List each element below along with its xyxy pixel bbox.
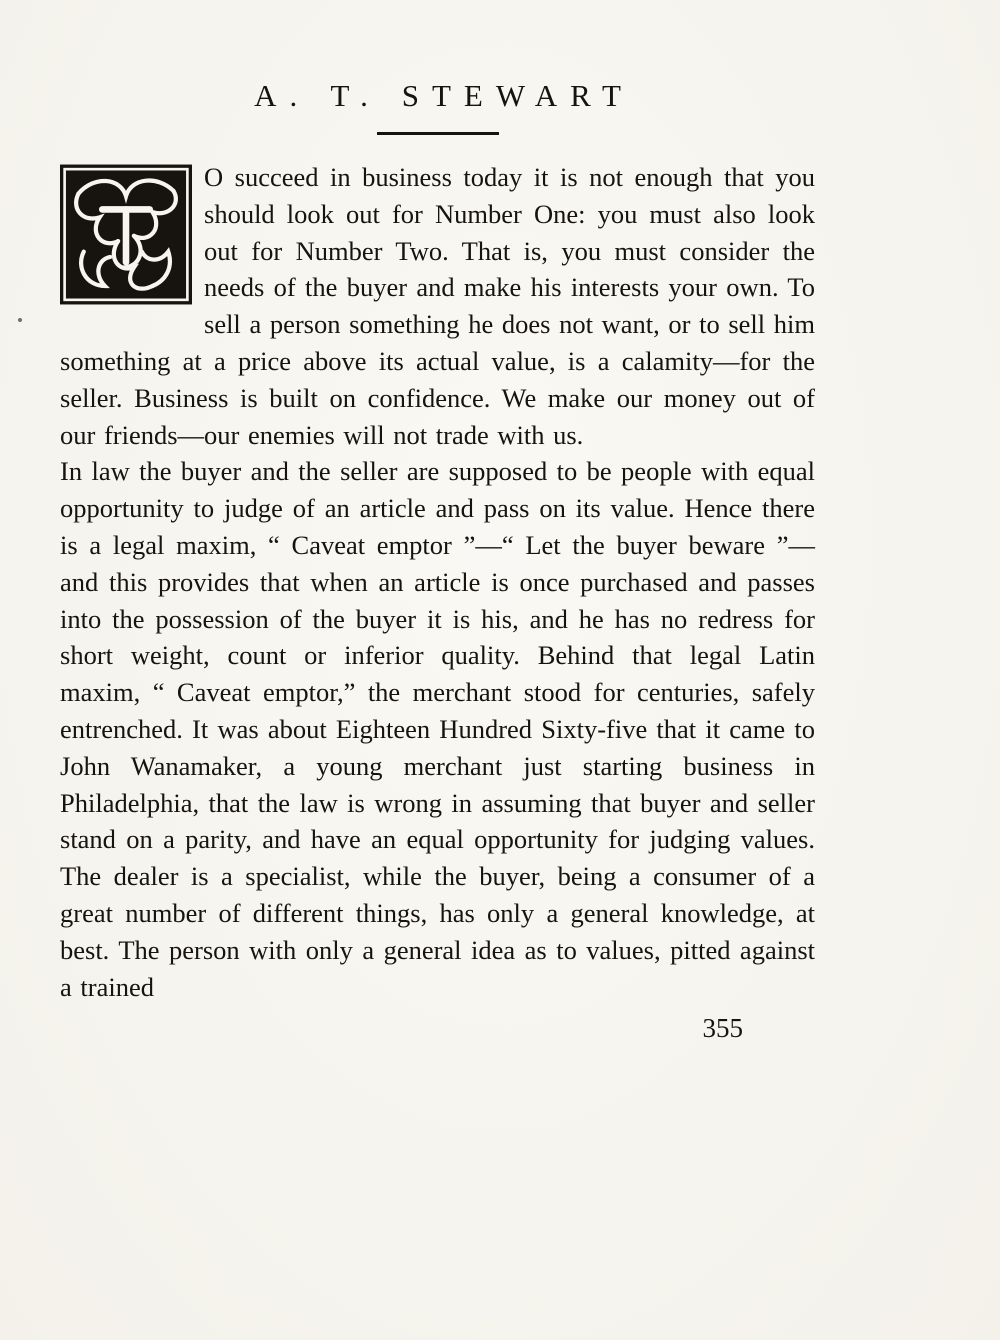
page-number: 355 xyxy=(702,1013,743,1044)
title-rule xyxy=(377,132,499,135)
paragraph-1-text: O succeed in business today it is not enough that you should look out for Number One: you must also look out for Number Two. That is, you must consider the needs of the buyer and make his interests your own. To sell a person something he does not want, or to sell him something at a price above its actual value, is a calamity—for the seller. Business is built on confidence. We make our money out of our friends—our enemies will not trade with us. xyxy=(60,162,815,450)
page-title: A. T. STEWART xyxy=(254,78,634,113)
drop-cap-ornament-icon xyxy=(60,164,192,305)
paragraph-1 xyxy=(60,159,815,453)
body-text xyxy=(60,159,815,1005)
paragraph-2: In law the buyer and the seller are supposed to be people with equal opportunity to judge of an article and pass on its value. Hence there is a legal maxim, “ Caveat emptor ”—“ Let the buyer beware ”—and this provides that when an article is once purchased and passes into the possession of the buyer it is his, and he has no redress for short weight, count or inferior quality. Behind that legal Latin maxim, “ Caveat emptor,” the merchant stood for centuries, safely entrenched. It was about Eighteen Hundred Sixty-five that it came to John Wanamaker, a young merchant just starting business in Philadelphia, that the law is wrong in assuming that buyer and seller stand on a parity, and have an equal opportunity for judging values. The dealer is a specialist, while the buyer, being a consumer of a great number of different things, has only a general knowledge, at best. The person with only a general idea as to values, pitted against a trained xyxy=(60,456,815,1002)
scan-speck xyxy=(18,318,22,322)
